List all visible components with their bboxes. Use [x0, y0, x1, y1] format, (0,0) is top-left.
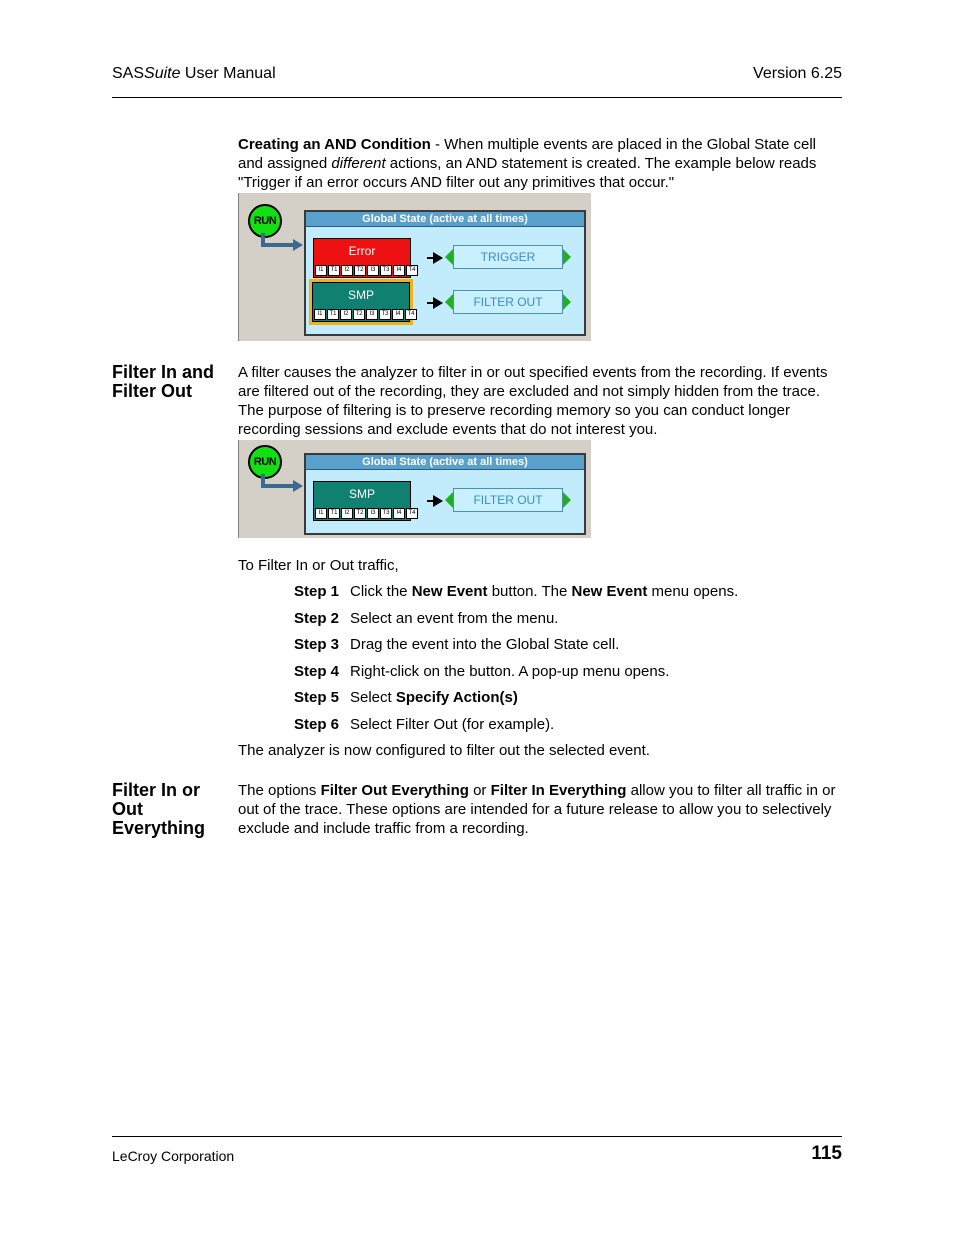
procedure-intro: To Filter In or Out traffic,: [238, 557, 399, 574]
run-flow-arrow-icon: [259, 233, 305, 255]
run-flow-arrow-icon: [259, 474, 305, 496]
action-arrow-icon: [427, 302, 441, 304]
everything-paragraph: The options Filter Out Everything or Filter In Everything allow you to filter all traffic in or out of the trace. These options are intended for a future release to allow you to selectively exclude and include traffic from a recording.: [238, 782, 836, 837]
and-condition-paragraph: Creating an AND Condition - When multiple events are placed in the Global State cell and assigned different actions, an AND statement is created. The example below reads "Trigger if an error occurs AND filter out any primitives that occur.": [238, 136, 817, 191]
step-6: Step 6 Select Filter Out (for example).: [294, 716, 555, 733]
event-button-error[interactable]: Error I1 T1 I2 T2 I3 T3 I4 T4: [313, 238, 411, 278]
global-state-cell[interactable]: [304, 210, 586, 336]
run-indicator: RUN: [248, 204, 282, 238]
global-state-title: Global State (active at all times): [306, 212, 584, 227]
filter-paragraph: A filter causes the analyzer to filter in or out specified events from the recording. If events are filtered out of the recording, they are excluded and not simply hidden from the trace. The purpose of filtering is to preserve recording memory so you can conduct longer recording sessions and exclude events that do not interest you.: [238, 364, 828, 438]
run-indicator: RUN: [248, 445, 282, 479]
running-header-title: SASSuite User Manual: [112, 65, 276, 82]
action-arrow-icon: [427, 500, 441, 502]
section-heading-filter: Filter In and Filter Out: [112, 362, 215, 401]
step-5: Step 5 Select Specify Action(s): [294, 689, 518, 706]
timeslot-strip: I1 T1 I2 T2 I3 T3 I4 T4: [314, 309, 417, 320]
footer-rule: [112, 1136, 842, 1137]
procedure-outro: The analyzer is now configured to filter out the selected event.: [238, 742, 650, 759]
footer-company: LeCroy Corporation: [112, 1148, 235, 1164]
action-trigger[interactable]: TRIGGER: [453, 245, 563, 269]
timeslot-strip: I1 T1 I2 T2 I3 T3 I4 T4: [315, 265, 418, 276]
running-header-version: Version 6.25: [753, 65, 842, 82]
header-rule: [112, 97, 842, 98]
action-filter-out[interactable]: FILTER OUT: [453, 290, 563, 314]
step-4: Step 4 Right-click on the button. A pop-up menu opens.: [294, 663, 670, 680]
step-3: Step 3 Drag the event into the Global State cell.: [294, 636, 620, 653]
section-heading-everything: Filter In or Out Everything: [112, 780, 206, 838]
event-button-smp[interactable]: SMP I1 T1 I2 T2 I3 T3 I4 T4: [313, 481, 411, 521]
action-filter-out[interactable]: FILTER OUT: [453, 488, 563, 512]
step-2: Step 2 Select an event from the menu.: [294, 610, 559, 627]
global-state-cell[interactable]: [304, 453, 586, 535]
global-state-title: Global State (active at all times): [306, 455, 584, 470]
page-number: 115: [811, 1143, 842, 1164]
action-arrow-icon: [427, 257, 441, 259]
filter-out-diagram: [238, 440, 591, 538]
step-1: Step 1 Click the New Event button. The New Event menu opens.: [294, 583, 739, 600]
event-button-smp[interactable]: SMP I1 T1 I2 T2 I3 T3 I4 T4: [312, 282, 410, 322]
timeslot-strip: I1 T1 I2 T2 I3 T3 I4 T4: [315, 508, 418, 519]
and-condition-diagram: [238, 193, 591, 341]
